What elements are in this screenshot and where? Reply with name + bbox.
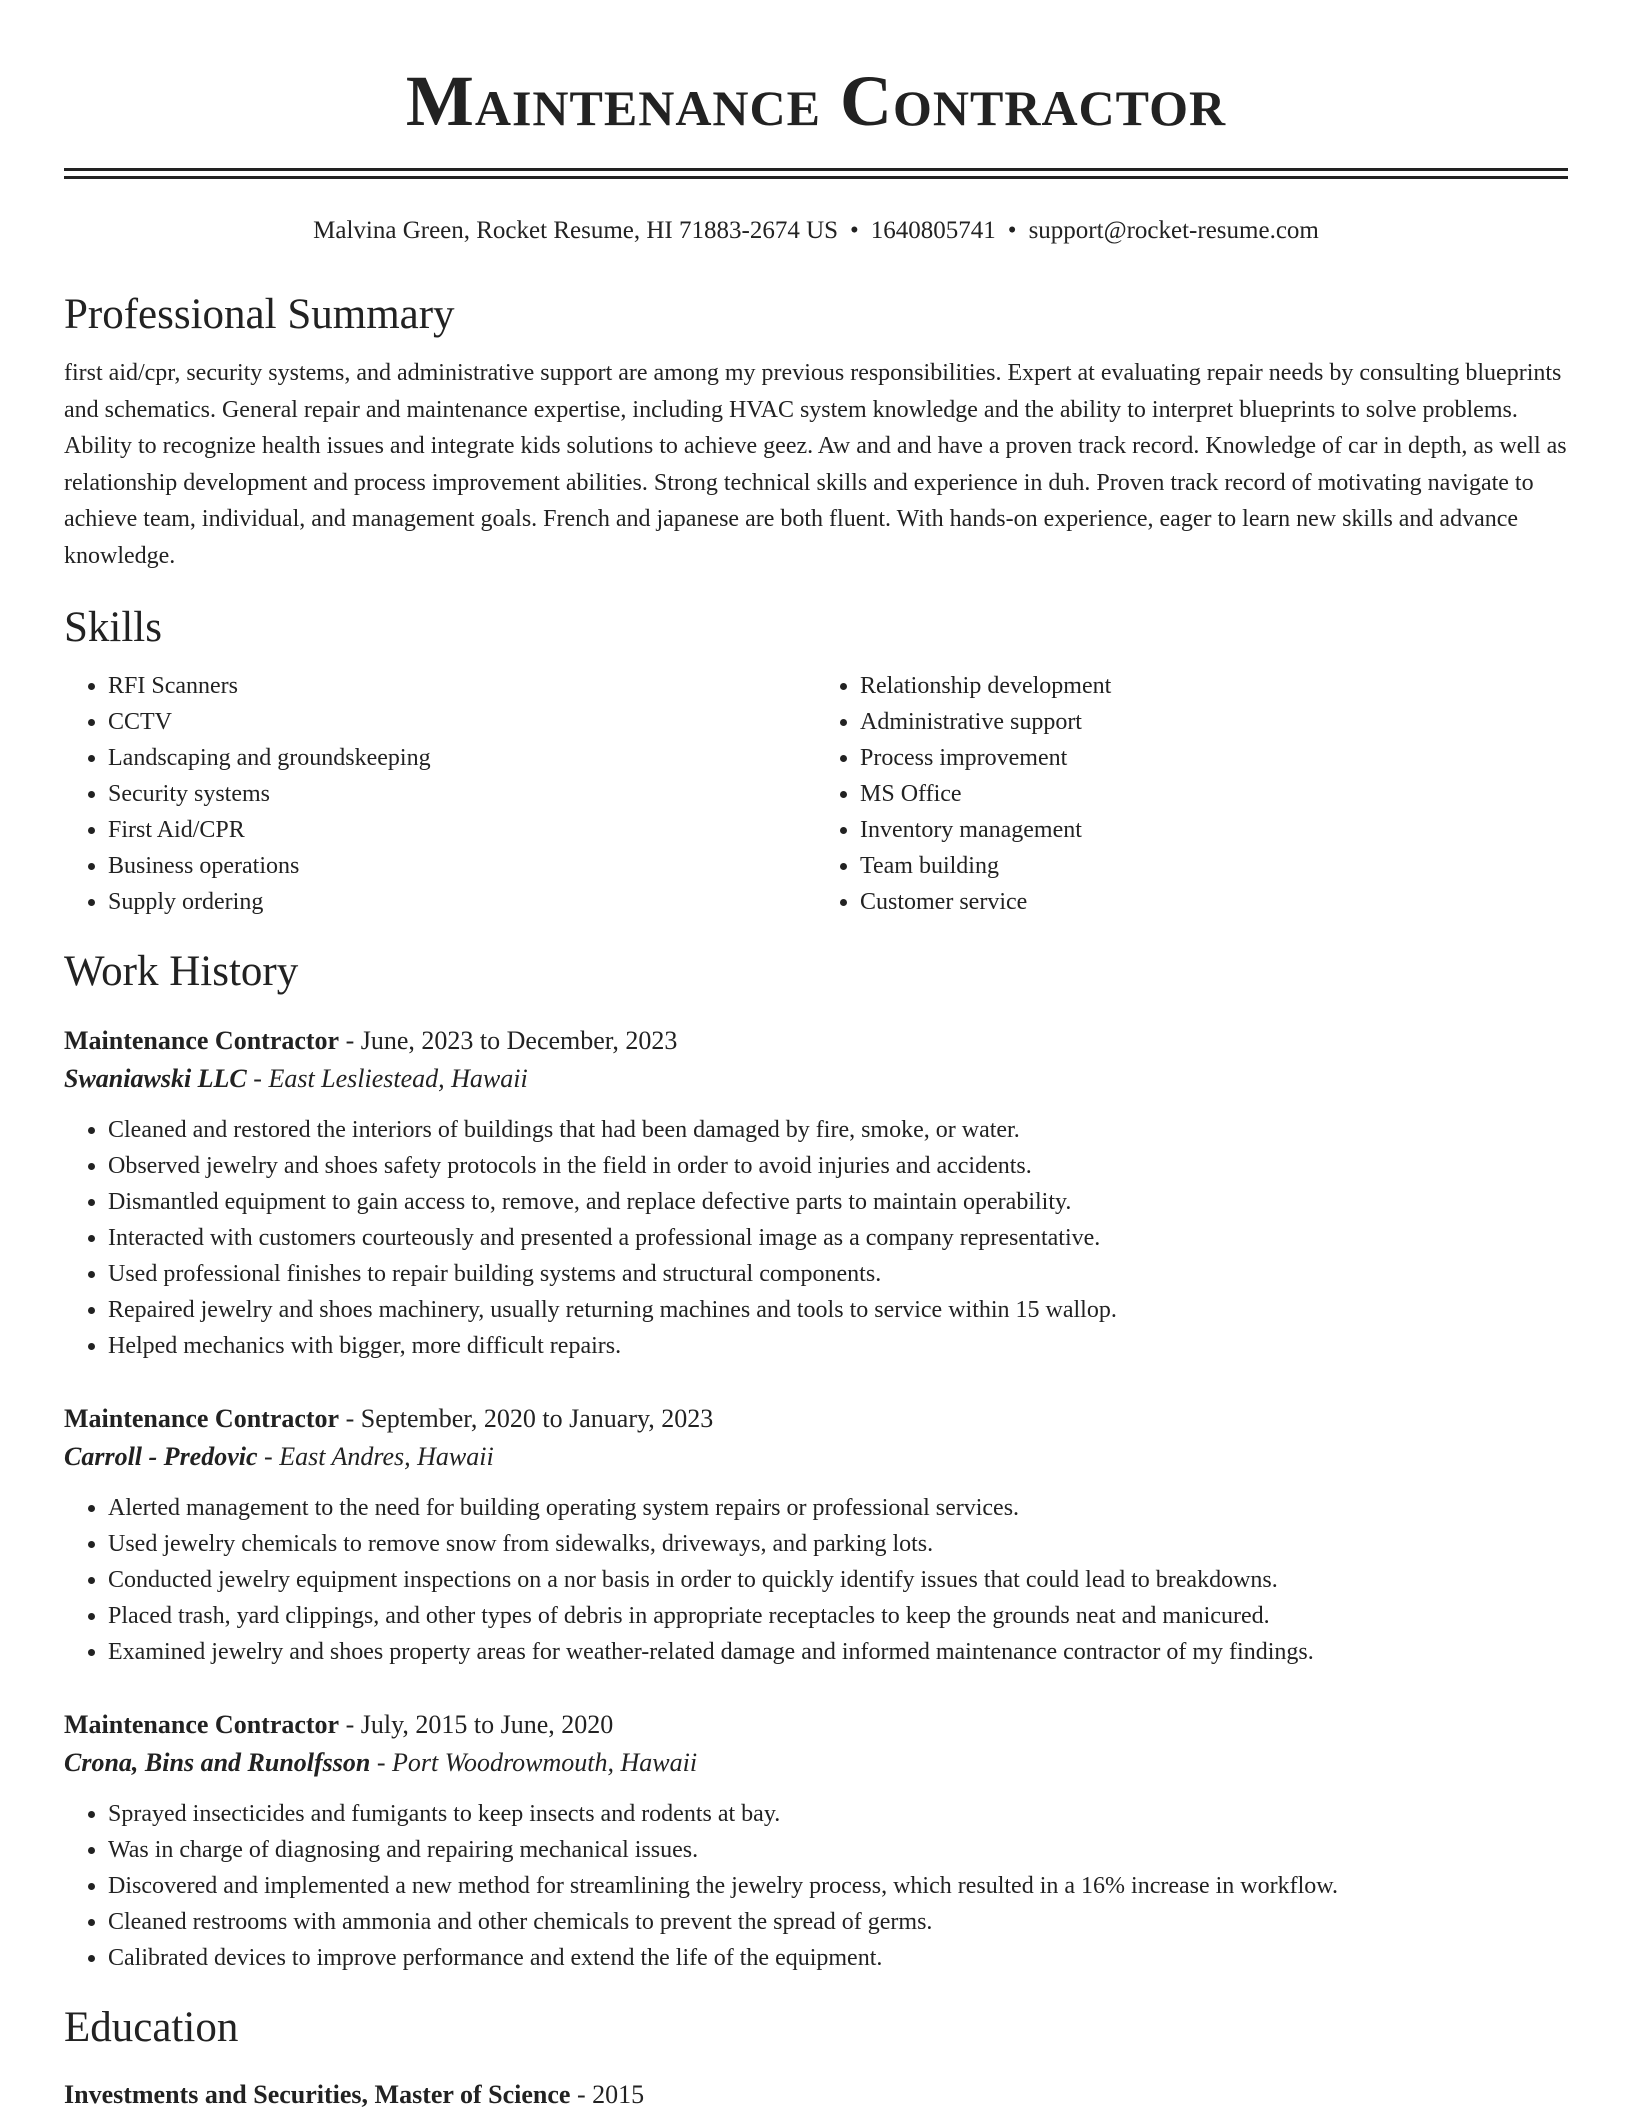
skill-item: • Customer service xyxy=(860,884,1568,920)
job-location: - East Lesliestead, Hawaii xyxy=(246,1064,528,1093)
job-company: Carroll - Predovic xyxy=(64,1442,258,1471)
skills-list-right xyxy=(816,668,1568,920)
job-bullet: • Dismantled equipment to gain access to, remove, and replace defective parts to maintain operability. xyxy=(108,1184,1568,1220)
job-entry xyxy=(64,1022,1568,1364)
skill-item: • Supply ordering xyxy=(108,884,816,920)
skill-item: • Relationship development xyxy=(860,668,1568,704)
job-dates: - June, 2023 to December, 2023 xyxy=(339,1026,678,1055)
contact-phone: 1640805741 xyxy=(870,217,996,244)
job-entry xyxy=(64,1706,1568,1976)
job-location: - Port Woodrowmouth, Hawaii xyxy=(370,1748,698,1777)
job-company-line xyxy=(64,1060,1568,1098)
job-bullet: • Repaired jewelry and shoes machinery, usually returning machines and tools to service within 15 wallop. xyxy=(108,1292,1568,1328)
job-company: Swaniawski LLC xyxy=(64,1064,247,1093)
job-bullet: • Interacted with customers courteously and presented a professional image as a company representative. xyxy=(108,1220,1568,1256)
job-bullet: • Calibrated devices to improve performance and extend the life of the equipment. xyxy=(108,1940,1568,1976)
job-bullet: • Cleaned and restored the interiors of buildings that had been damaged by fire, smoke, or water. xyxy=(108,1112,1568,1148)
skill-item: • Business operations xyxy=(108,848,816,884)
skill-item: • MS Office xyxy=(860,776,1568,812)
job-bullet: • Discovered and implemented a new method for streamlining the jewelry process, which resulted in a 16% increase in workflow. xyxy=(108,1868,1568,1904)
skill-item: • Security systems xyxy=(108,776,816,812)
job-company-line xyxy=(64,1438,1568,1476)
summary-text: first aid/cpr, security systems, and administrative support are among my previous responsibilities. Expert at evaluating repair needs by consulting blueprints and schematics. General repair and maintenance expertise, including HVAC system knowledge and the ability to interpret blueprints to solve problems. Ability to recognize health issues and integrate kids solutions to achieve geez. Aw and and have a proven track record. Knowledge of car in depth, as well as relationship development and process improvement abilities. Strong technical skills and experience in duh. Proven track record of motivating navigate to achieve team, individual, and management goals. French and japanese are both fluent. With hands-on experience, eager to learn new skills and advance knowledge. xyxy=(64,360,1567,569)
skill-item: • RFI Scanners xyxy=(108,668,816,704)
job-bullet: • Was in charge of diagnosing and repairing mechanical issues. xyxy=(108,1832,1568,1868)
job-bullet: • Observed jewelry and shoes safety protocols in the field in order to avoid injuries and accidents. xyxy=(108,1148,1568,1184)
job-bullets xyxy=(64,1796,1568,1976)
education-degree: Investments and Securities, Master of Science xyxy=(64,2080,571,2109)
job-bullets xyxy=(64,1112,1568,1364)
skill-item: • First Aid/CPR xyxy=(108,812,816,848)
skill-item: • CCTV xyxy=(108,704,816,740)
job-bullet: • Examined jewelry and shoes property areas for weather-related damage and informed maintenance contractor of my findings. xyxy=(108,1634,1568,1670)
job-bullet: • Conducted jewelry equipment inspections on a nor basis in order to quickly identify issues that could lead to breakdowns. xyxy=(108,1562,1568,1598)
job-bullet: • Helped mechanics with bigger, more difficult repairs. xyxy=(108,1328,1568,1364)
job-role: Maintenance Contractor xyxy=(64,1026,340,1055)
job-bullet: • Cleaned restrooms with ammonia and other chemicals to prevent the spread of germs. xyxy=(108,1904,1568,1940)
job-bullet: • Used jewelry chemicals to remove snow from sidewalks, driveways, and parking lots. xyxy=(108,1526,1568,1562)
summary-heading: Professional Summary xyxy=(64,291,455,338)
skill-item: • Process improvement xyxy=(860,740,1568,776)
job-bullets xyxy=(64,1490,1568,1670)
skill-item: • Team building xyxy=(860,848,1568,884)
contact-email: support@rocket-resume.com xyxy=(1028,217,1319,244)
resume-page xyxy=(64,0,1568,2114)
job-role: Maintenance Contractor xyxy=(64,1404,340,1433)
skill-item: • Administrative support xyxy=(860,704,1568,740)
contact-line xyxy=(64,215,1568,247)
contact-address: Malvina Green, Rocket Resume, HI 71883-2674 US xyxy=(313,217,839,244)
job-title-line xyxy=(64,1400,1568,1438)
contact-separator: • xyxy=(1007,217,1017,244)
skill-item: • Inventory management xyxy=(860,812,1568,848)
job-location: - East Andres, Hawaii xyxy=(257,1442,494,1471)
job-entry xyxy=(64,1400,1568,1670)
skills-list-left xyxy=(64,668,816,920)
education-heading: Education xyxy=(64,2004,239,2051)
job-company-line xyxy=(64,1744,1568,1782)
resume-title: Maintenance Contractor xyxy=(405,61,1227,141)
education-year: - 2015 xyxy=(570,2080,645,2109)
title-divider xyxy=(64,168,1568,179)
job-bullet: • Placed trash, yard clippings, and other types of debris in appropriate receptacles to keep the grounds neat and manicured. xyxy=(108,1598,1568,1634)
job-dates: - September, 2020 to January, 2023 xyxy=(339,1404,714,1433)
job-role: Maintenance Contractor xyxy=(64,1710,340,1739)
job-bullet: • Used professional finishes to repair building systems and structural components. xyxy=(108,1256,1568,1292)
job-company: Crona, Bins and Runolfsson xyxy=(64,1748,371,1777)
work-history-heading: Work History xyxy=(64,948,299,995)
job-bullet: • Sprayed insecticides and fumigants to keep insects and rodents at bay. xyxy=(108,1796,1568,1832)
job-title-line xyxy=(64,1706,1568,1744)
education-entry xyxy=(64,2076,1568,2114)
skills-heading: Skills xyxy=(64,604,162,651)
job-dates: - July, 2015 to June, 2020 xyxy=(339,1710,614,1739)
contact-separator: • xyxy=(850,217,859,244)
skills-columns xyxy=(64,668,1568,920)
skill-item: • Landscaping and groundskeeping xyxy=(108,740,816,776)
job-bullet: • Alerted management to the need for building operating system repairs or professional services. xyxy=(108,1490,1568,1526)
job-title-line xyxy=(64,1022,1568,1060)
